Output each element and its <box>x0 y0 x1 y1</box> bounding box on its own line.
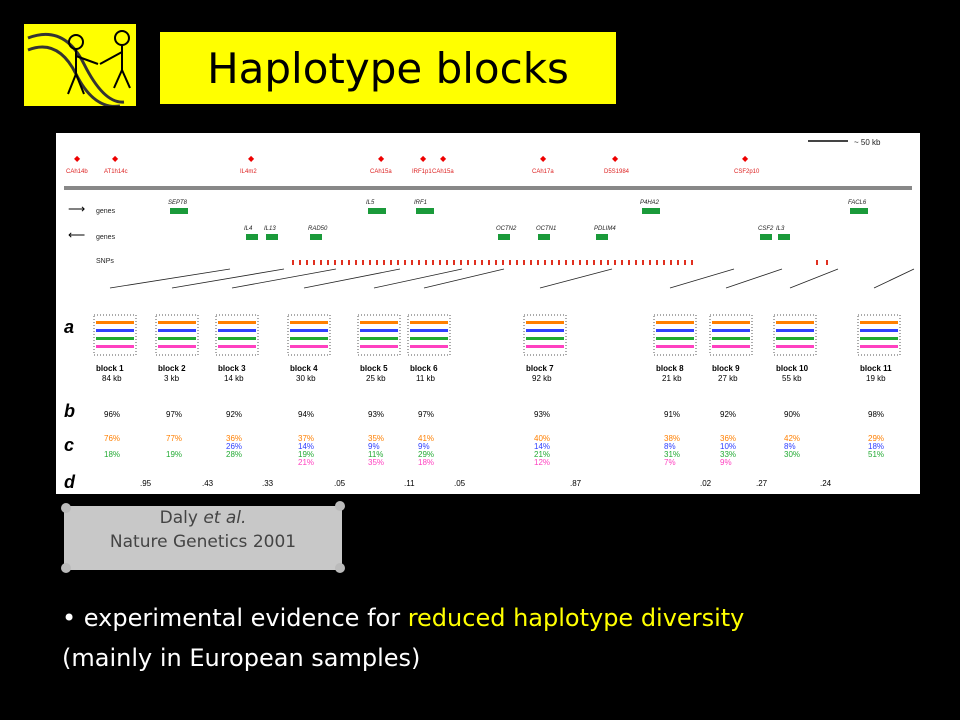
snp-mark <box>537 260 539 265</box>
haplotype-seq <box>290 321 328 324</box>
block-size: 21 kb <box>662 374 682 383</box>
block-c-value: 14% <box>534 442 551 451</box>
snp-mark <box>551 260 553 265</box>
haplotype-seq <box>290 337 328 340</box>
marker-diamond-icon: ◆ <box>612 154 619 163</box>
bullet-point <box>62 598 942 678</box>
block-name: block 5 <box>360 364 388 373</box>
block-size: 14 kb <box>224 374 244 383</box>
block-c-value: 37% <box>298 434 315 443</box>
block-connector <box>424 269 504 288</box>
snp-mark <box>313 260 315 265</box>
block-size: 11 kb <box>416 374 435 383</box>
snp-mark <box>509 260 511 265</box>
haplotype-seq <box>526 337 564 340</box>
haplotype-figure <box>56 133 920 494</box>
snp-mark <box>376 260 378 265</box>
haplotype-seq <box>360 337 398 340</box>
block-d-value: .87 <box>570 479 582 488</box>
haplotype-seq <box>776 321 814 324</box>
two-figures-dna-logo <box>24 24 136 106</box>
haplotype-seq <box>776 329 814 332</box>
genes-forward-arrow-icon: ⟶ <box>68 202 86 216</box>
haplotype-seq <box>712 345 750 348</box>
block-d-value: .11 <box>404 479 415 488</box>
snp-mark <box>649 260 651 265</box>
haplotype-seq <box>218 321 256 324</box>
gene-bar <box>266 234 278 240</box>
block-c-value: 29% <box>868 434 885 443</box>
snp-mark <box>327 260 329 265</box>
snp-mark <box>439 260 441 265</box>
block-b-value: 94% <box>298 410 315 419</box>
gene-label: IL4 <box>244 226 253 232</box>
haplotype-seq <box>158 345 196 348</box>
snp-mark <box>495 260 497 265</box>
block-name: block 8 <box>656 364 684 373</box>
snp-mark <box>432 260 434 265</box>
block-b-value: 92% <box>720 410 737 419</box>
snp-mark <box>404 260 406 265</box>
marker-label: IRF1p1 <box>412 169 432 175</box>
block-size: 30 kb <box>296 374 316 383</box>
block-c-value: 8% <box>664 442 676 451</box>
marker-label: CAh15a <box>432 169 454 175</box>
gene-bar <box>246 234 258 240</box>
haplotype-seq <box>776 345 814 348</box>
haplotype-seq <box>290 345 328 348</box>
block-name: block 2 <box>158 364 186 373</box>
gene-label: IRF1 <box>414 200 428 206</box>
gene-label: CSF2 <box>758 226 774 232</box>
block-c-value: 42% <box>784 434 801 443</box>
citation-journal: Nature Genetics 2001 <box>109 532 297 552</box>
snp-mark <box>425 260 427 265</box>
block-d-value: .05 <box>334 479 346 488</box>
block-c-value: 40% <box>534 434 551 443</box>
snp-mark <box>670 260 672 265</box>
block-c-value: 35% <box>368 434 385 443</box>
snps-label: SNPs <box>96 258 114 265</box>
citation-etal: et al. <box>203 508 247 528</box>
block-c-value: 31% <box>664 450 681 459</box>
gene-bar <box>310 234 322 240</box>
block-d-value: .05 <box>454 479 466 488</box>
block-c-value: 29% <box>418 450 435 459</box>
snp-mark <box>677 260 679 265</box>
snp-mark <box>460 260 462 265</box>
block-c-value: 30% <box>784 450 801 459</box>
bullet-text-post: (mainly in European samples) <box>62 644 421 672</box>
gene-bar <box>778 234 790 240</box>
marker-diamond-icon: ◆ <box>420 154 427 163</box>
snp-mark <box>628 260 630 265</box>
snp-mark <box>306 260 308 265</box>
block-b-value: 90% <box>784 410 801 419</box>
haplotype-seq <box>360 345 398 348</box>
block-c-value: 41% <box>418 434 435 443</box>
marker-label: CAh17a <box>532 169 554 175</box>
haplotype-seq <box>656 345 694 348</box>
block-c-value: 9% <box>418 442 430 451</box>
snp-mark <box>816 260 818 265</box>
marker-label: CAh15a <box>370 169 392 175</box>
block-b-value: 97% <box>418 410 435 419</box>
haplotype-seq <box>158 329 196 332</box>
haplotype-seq <box>218 329 256 332</box>
haplotype-seq <box>410 345 448 348</box>
marker-label: CAh14b <box>66 169 88 175</box>
block-c-value: 18% <box>868 442 885 451</box>
block-size: 27 kb <box>718 374 738 383</box>
genes-rev-label: genes <box>96 234 116 241</box>
snp-mark <box>635 260 637 265</box>
snp-mark <box>467 260 469 265</box>
haplotype-seq <box>712 329 750 332</box>
snp-mark <box>621 260 623 265</box>
snp-mark <box>411 260 413 265</box>
haplotype-seq <box>526 345 564 348</box>
block-c-value: 7% <box>664 458 676 467</box>
block-c-value: 12% <box>534 458 551 467</box>
block-c-value: 19% <box>298 450 315 459</box>
block-b-value: 93% <box>534 410 551 419</box>
block-connector <box>874 269 914 288</box>
snp-mark <box>390 260 392 265</box>
slide-title: Haplotype blocks <box>207 43 569 93</box>
block-c-value: 9% <box>720 458 732 467</box>
block-c-value: 14% <box>298 442 315 451</box>
snp-mark <box>586 260 588 265</box>
block-c-value: 18% <box>418 458 435 467</box>
row-label: b <box>64 401 75 421</box>
block-c-value: 11% <box>368 450 384 459</box>
gene-label: IL13 <box>264 226 276 232</box>
snp-mark <box>523 260 525 265</box>
block-d-value: .02 <box>700 479 712 488</box>
block-c-value: 36% <box>226 434 243 443</box>
block-c-value: 51% <box>868 450 885 459</box>
gene-label: IL3 <box>776 226 785 232</box>
block-c-value: 35% <box>368 458 385 467</box>
block-c-value: 36% <box>720 434 737 443</box>
block-c-value: 8% <box>784 442 796 451</box>
block-size: 92 kb <box>532 374 552 383</box>
marker-diamond-icon: ◆ <box>378 154 385 163</box>
block-d-value: .27 <box>756 479 768 488</box>
snp-mark <box>369 260 371 265</box>
haplotype-seq <box>860 329 898 332</box>
snp-mark <box>684 260 686 265</box>
gene-bar <box>498 234 510 240</box>
gene-label: OCTN1 <box>536 226 557 232</box>
block-size: 55 kb <box>782 374 802 383</box>
snp-mark <box>383 260 385 265</box>
snp-mark <box>558 260 560 265</box>
genes-fwd-label: genes <box>96 208 116 215</box>
snp-mark <box>826 260 828 265</box>
snp-mark <box>334 260 336 265</box>
citation <box>68 506 338 554</box>
row-label: c <box>64 435 75 455</box>
gene-bar <box>596 234 608 240</box>
marker-diamond-icon: ◆ <box>440 154 447 163</box>
block-b-value: 98% <box>868 410 885 419</box>
haplotype-seq <box>360 329 398 332</box>
block-name: block 4 <box>290 364 318 373</box>
gene-bar <box>416 208 434 214</box>
haplotype-seq <box>526 329 564 332</box>
gene-label: IL5 <box>366 200 375 206</box>
block-c-value: 76% <box>104 434 121 443</box>
block-name: block 7 <box>526 364 554 373</box>
marker-diamond-icon: ◆ <box>74 154 81 163</box>
snp-mark <box>572 260 574 265</box>
marker-diamond-icon: ◆ <box>540 154 547 163</box>
bullet-highlight: reduced haplotype diversity <box>407 604 745 632</box>
snp-mark <box>474 260 476 265</box>
haplotype-seq <box>656 329 694 332</box>
snp-mark <box>642 260 644 265</box>
marker-label: D5S1984 <box>604 169 630 175</box>
snp-mark <box>362 260 364 265</box>
gene-bar <box>538 234 550 240</box>
title-box <box>160 32 616 104</box>
genes-reverse-arrow-icon: ⟵ <box>68 228 86 242</box>
block-c-value: 19% <box>166 450 183 459</box>
marker-label: CSF2p10 <box>734 169 760 175</box>
block-connector <box>110 269 230 288</box>
block-b-value: 93% <box>368 410 385 419</box>
block-d-value: .95 <box>140 479 152 488</box>
block-c-value: 18% <box>104 450 121 459</box>
block-c-value: 26% <box>226 442 243 451</box>
bullet-mark: • <box>62 604 77 632</box>
haplotype-seq <box>656 321 694 324</box>
snp-mark <box>607 260 609 265</box>
gene-label: P4HA2 <box>640 200 660 206</box>
snp-mark <box>299 260 301 265</box>
block-c-value: 21% <box>298 458 315 467</box>
snp-mark <box>614 260 616 265</box>
snp-mark <box>600 260 602 265</box>
haplotype-seq <box>776 337 814 340</box>
block-b-value: 97% <box>166 410 183 419</box>
gene-bar <box>760 234 772 240</box>
snp-mark <box>355 260 357 265</box>
haplotype-seq <box>712 321 750 324</box>
block-name: block 1 <box>96 364 124 373</box>
snp-mark <box>488 260 490 265</box>
block-d-value: .43 <box>202 479 214 488</box>
marker-diamond-icon: ◆ <box>112 154 119 163</box>
block-c-value: 28% <box>226 450 243 459</box>
block-connector <box>670 269 734 288</box>
snp-mark <box>481 260 483 265</box>
block-name: block 10 <box>776 364 809 373</box>
gene-bar <box>642 208 660 214</box>
scale-label: ~ 50 kb <box>854 138 881 147</box>
citation-author: Daly <box>159 508 204 528</box>
gene-label: SEPT8 <box>168 200 188 206</box>
marker-label: IL4m2 <box>240 169 257 175</box>
gene-bar <box>850 208 868 214</box>
gene-label: PDLIM4 <box>594 226 616 232</box>
haplotype-seq <box>410 329 448 332</box>
marker-diamond-icon: ◆ <box>248 154 255 163</box>
haplotype-seq <box>290 329 328 332</box>
snp-mark <box>691 260 693 265</box>
block-connector <box>172 269 284 288</box>
snp-mark <box>593 260 595 265</box>
snp-mark <box>418 260 420 265</box>
haplotype-seq <box>96 329 134 332</box>
block-c-value: 9% <box>368 442 380 451</box>
haplotype-seq <box>712 337 750 340</box>
block-c-value: 33% <box>720 450 737 459</box>
haplotype-seq <box>218 337 256 340</box>
bullet-text-pre: experimental evidence for <box>76 604 408 632</box>
snp-mark <box>453 260 455 265</box>
marker-label: AT1h14c <box>104 169 128 175</box>
haplotype-seq <box>96 345 134 348</box>
block-d-value: .33 <box>262 479 274 488</box>
block-connector <box>726 269 782 288</box>
gene-label: FACL6 <box>848 200 867 206</box>
block-c-value: 77% <box>166 434 183 443</box>
snp-mark <box>663 260 665 265</box>
block-c-value: 21% <box>534 450 551 459</box>
row-label: d <box>64 472 75 492</box>
snp-mark <box>397 260 399 265</box>
haplotype-seq <box>96 337 134 340</box>
haplotype-seq <box>860 337 898 340</box>
snp-mark <box>292 260 294 265</box>
haplotype-seq <box>360 321 398 324</box>
snp-mark <box>530 260 532 265</box>
block-size: 3 kb <box>164 374 180 383</box>
haplotype-seq <box>656 337 694 340</box>
snp-mark <box>341 260 343 265</box>
block-b-value: 92% <box>226 410 243 419</box>
snp-mark <box>516 260 518 265</box>
block-name: block 9 <box>712 364 740 373</box>
block-d-value: .24 <box>820 479 832 488</box>
marker-diamond-icon: ◆ <box>742 154 749 163</box>
block-c-value: 10% <box>720 442 737 451</box>
snp-mark <box>656 260 658 265</box>
snp-mark <box>348 260 350 265</box>
gene-bar <box>368 208 386 214</box>
block-size: 19 kb <box>866 374 886 383</box>
snp-mark <box>565 260 567 265</box>
snp-mark <box>579 260 581 265</box>
haplotype-seq <box>410 337 448 340</box>
block-size: 84 kb <box>102 374 122 383</box>
haplotype-seq <box>860 321 898 324</box>
block-connector <box>790 269 838 288</box>
haplotype-seq <box>526 321 564 324</box>
snp-mark <box>446 260 448 265</box>
gene-label: OCTN2 <box>496 226 517 232</box>
haplotype-seq <box>860 345 898 348</box>
gene-bar <box>170 208 188 214</box>
haplotype-seq <box>96 321 134 324</box>
haplotype-seq <box>410 321 448 324</box>
snp-mark <box>502 260 504 265</box>
block-connector <box>540 269 612 288</box>
logo <box>24 24 136 106</box>
block-b-value: 96% <box>104 410 121 419</box>
gene-label: RAD50 <box>308 226 328 232</box>
block-b-value: 91% <box>664 410 681 419</box>
snp-mark <box>544 260 546 265</box>
block-c-value: 38% <box>664 434 681 443</box>
haplotype-seq <box>218 345 256 348</box>
snp-mark <box>320 260 322 265</box>
haplotype-seq <box>158 337 196 340</box>
block-name: block 11 <box>860 364 892 373</box>
haplotype-figure-svg <box>56 133 920 494</box>
haplotype-seq <box>158 321 196 324</box>
block-name: block 3 <box>218 364 246 373</box>
row-label: a <box>64 317 75 337</box>
block-name: block 6 <box>410 364 438 373</box>
block-size: 25 kb <box>366 374 386 383</box>
